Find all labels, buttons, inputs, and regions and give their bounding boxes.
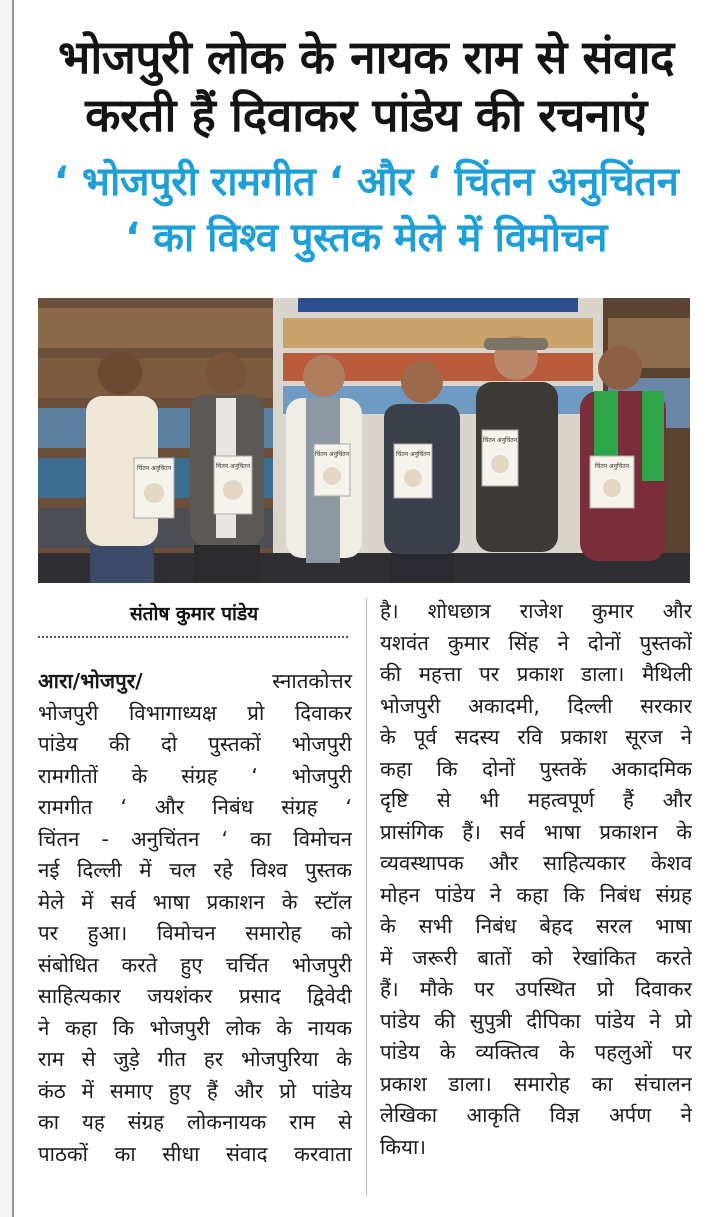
article-line: प्रकाश डाला। समारोह का संचालन (380, 1071, 692, 1096)
book-title-text: चिंतन अनुचिंतन (482, 437, 518, 444)
article-line: चिंतन - अनुचिंतन ‘ का विमोचन (38, 826, 352, 851)
book-title-text: चिंतन अनुचिंतन (215, 463, 251, 470)
book-launch-photo (38, 298, 690, 583)
headline-line-2: करती हैं दिवाकर पांडेय की रचनाएं (85, 88, 647, 142)
book-title-text: चिंतन अनुचिंतन (314, 451, 350, 458)
article-line: में जरूरी बातों को रेखांकित करते (380, 945, 692, 970)
book-copy-2 (214, 456, 252, 514)
dateline: आरा/भोजपुर/ (38, 669, 143, 693)
page-edge (0, 0, 14, 1217)
article-line: संबोधित करते हुए चर्चित भोजपुरी (38, 952, 352, 977)
book-copy-3 (314, 444, 350, 496)
book-copy-1 (134, 458, 174, 518)
article-line: मेले में सर्व भाषा प्रकाशन के स्टॉल (38, 889, 352, 914)
article-line: रामगीत ‘ और निबंध संग्रह ‘ (38, 795, 352, 819)
book-title-text: चिंतन अनुचिंतन (594, 463, 630, 470)
article-line: राम से जुड़े गीत हर भोजपुरिया के (38, 1047, 352, 1071)
article-line: की महत्ता पर प्रकाश डाला। मैथिली (380, 662, 692, 686)
article-line: कहा कि दोनों पुस्तकें अकादमिक (380, 756, 692, 781)
news-photo (38, 298, 690, 583)
book-copy-6 (590, 456, 634, 508)
article-line: दृष्टि से भी महत्वपूर्ण हैं और (380, 788, 692, 812)
book-title-text: चिंतन अनुचिंतन (136, 465, 172, 472)
article-line: साहित्यकार जयशंकर प्रसाद द्विवेदी (38, 984, 352, 1008)
book-title-text: चिंतन अनुचिंतन (395, 451, 431, 458)
article-line: लेखिका आकृति विज्ञ अर्पण ने (380, 1103, 692, 1127)
article-line: हैं। मौके पर उपस्थित प्रो दिवाकर (380, 977, 692, 1001)
article-line-text: स्नातकोत्तर (272, 669, 352, 693)
article-line: व्यवस्थापक और साहित्यकार केशव (380, 851, 692, 875)
article-line: कंठ में समाए हुए हैं और प्रो पांडेय (38, 1078, 352, 1103)
article-line: पांडेय के व्यक्तित्व के पहलुओं पर (380, 1040, 692, 1064)
article-line: ने कहा कि भोजपुरी लोक के नायक (38, 1015, 352, 1040)
byline-rule (38, 636, 348, 638)
book-copy-5 (482, 430, 518, 486)
article-line: रामगीतों के संग्रह ‘ भोजपुरी (38, 763, 352, 788)
article-line: नई दिल्ली में चल रहे विश्व पुस्तक (38, 858, 352, 882)
article-line: के सभी निबंध बेहद सरल भाषा (380, 914, 692, 938)
article-line: पांडेय की सुपुत्री दीपिका पांडेय ने प्रो (380, 1008, 692, 1033)
article-line: भोजपुरी अकादमी, दिल्ली सरकार (380, 693, 692, 718)
subheadline-line-1: ‘ भोजपुरी रामगीत ‘ और ‘ चिंतन अनुचिंतन (53, 159, 679, 205)
subheadline-line-2: ‘ का विश्व पुस्तक मेले में विमोचन (125, 215, 607, 261)
book-copy-4 (394, 444, 432, 498)
headline-line-1: भोजपुरी लोक के नायक राम से संवाद (58, 30, 674, 84)
article-line: पर हुआ। विमोचन समारोह को (38, 921, 352, 945)
article-line: पांडेय की दो पुस्तकों भोजपुरी (38, 732, 352, 756)
subheadline (22, 154, 710, 266)
headline (22, 28, 710, 144)
article-line: पाठकों का सीधा संवाद करवाता (38, 1141, 352, 1166)
article-line: के पूर्व सदस्य रवि प्रकाश सूरज ने (380, 725, 692, 749)
article-line (38, 666, 352, 698)
article-column-right (380, 596, 692, 1163)
article-line: मोहन पांडेय ने कहा कि निबंध संग्रह (380, 882, 692, 907)
article-column-left (38, 666, 352, 1170)
article-line: किया। (380, 1134, 427, 1159)
author-byline: संतोष कुमार पांडेय (129, 603, 259, 625)
article-line: प्रासंगिक हैं। सर्व भाषा प्रकाशन के (380, 819, 692, 844)
column-divider (366, 598, 367, 1196)
article-line: का यह संग्रह लोकनायक राम से (38, 1110, 352, 1134)
article-line: भोजपुरी विभागाध्यक्ष प्रो दिवाकर (38, 700, 352, 725)
article-line: है। शोधछात्र राजेश कुमार और (380, 599, 692, 623)
article-line: यशवंत कुमार सिंह ने दोनों पुस्तकों (380, 630, 692, 655)
